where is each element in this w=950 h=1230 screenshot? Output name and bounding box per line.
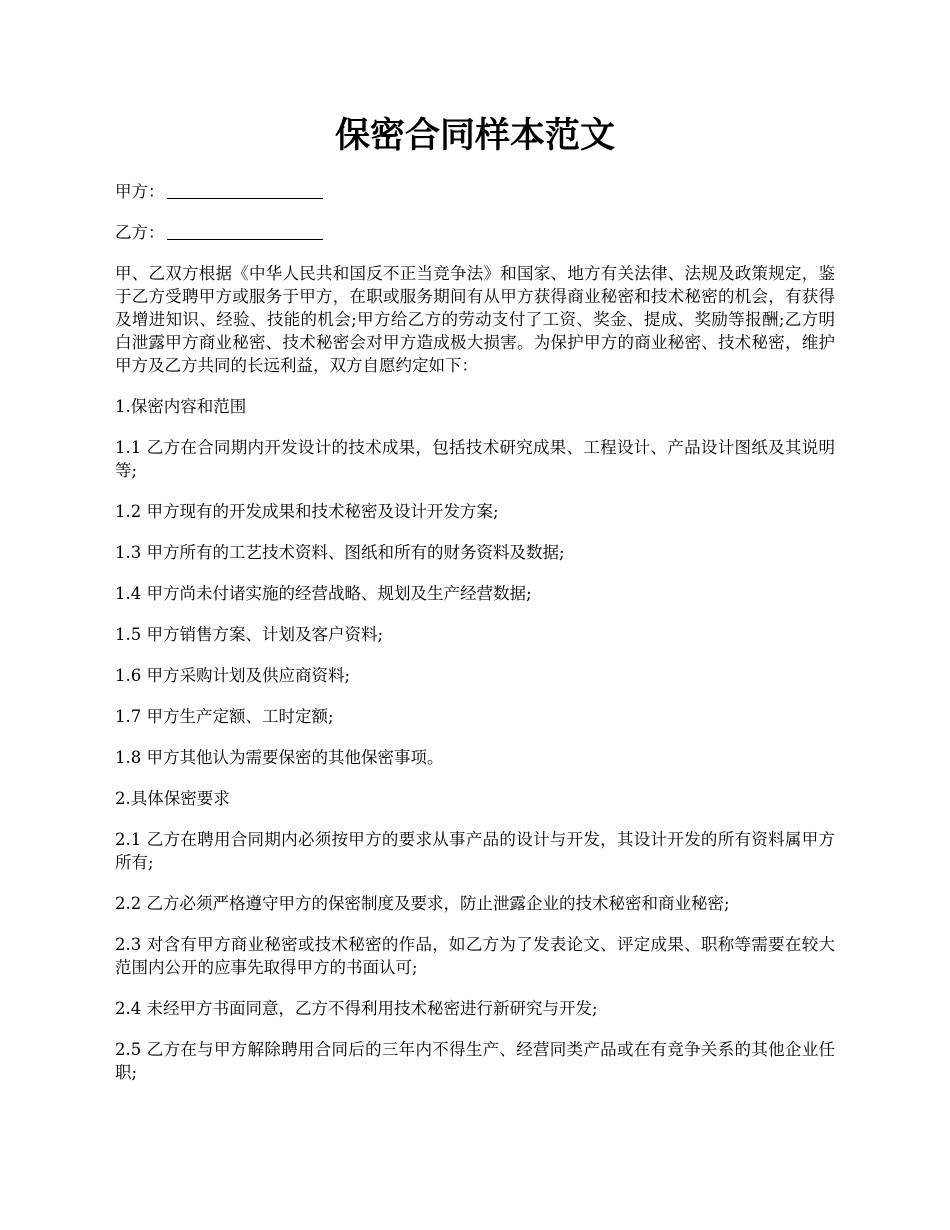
party-a-line (115, 180, 835, 203)
party-b-line (115, 221, 835, 244)
section-heading: 2.具体保密要求 (115, 789, 230, 808)
clause-paragraph: 1.4 甲方尚未付诸实施的经营战略、规划及生产经营数据; (115, 584, 532, 603)
clause-paragraph: 1.8 甲方其他认为需要保密的其他保密事项。 (115, 748, 444, 767)
party-b-label: 乙方： (115, 223, 165, 242)
party-a-blank (167, 181, 323, 199)
clause-paragraph: 2.4 未经甲方书面同意，乙方不得利用技术秘密进行新研究与开发; (115, 999, 598, 1018)
clause-paragraph: 2.3 对含有甲方商业秘密或技术秘密的作品，如乙方为了发表论文、评定成果、职称等需要在较大范围内公开的应事先取得甲方的书面认可; (115, 935, 835, 977)
clause-paragraph: 1.6 甲方采购计划及供应商资料; (115, 666, 351, 685)
party-a-label: 甲方： (115, 182, 165, 201)
clause-paragraph: 1.7 甲方生产定额、工时定额; (115, 707, 334, 726)
clause-paragraph: 1.2 甲方现有的开发成果和技术秘密及设计开发方案; (115, 502, 499, 521)
clause-paragraph: 1.1 乙方在合同期内开发设计的技术成果，包括技术研究成果、工程设计、产品设计图纸及其说明等; (115, 438, 835, 480)
preamble-paragraph: 甲、乙双方根据《中华人民共和国反不正当竞争法》和国家、地方有关法律、法规及政策规定，鉴于乙方受聘甲方或服务于甲方，在职或服务期间有从甲方获得商业秘密和技术秘密的机会，有获得及增进知识、经验、技能的机会;甲方给乙方的劳动支付了工资、奖金、提成、奖励等报酬;乙方明白泄露甲方商业秘密、技术秘密会对甲方造成极大损害。为保护甲方的商业秘密、技术秘密，维护甲方及乙方共同的长远利益，双方自愿约定如下： (115, 264, 835, 375)
clause-paragraph: 2.5 乙方在与甲方解除聘用合同后的三年内不得生产、经营同类产品或在有竞争关系的其他企业任职; (115, 1040, 835, 1082)
clause-paragraph: 2.1 乙方在聘用合同期内必须按甲方的要求从事产品的设计与开发，其设计开发的所有资料属甲方所有; (115, 830, 835, 872)
clause-paragraph: 1.5 甲方销售方案、计划及客户资料; (115, 625, 384, 644)
document-title: 保密合同样本范文 (334, 115, 615, 156)
clause-paragraph: 1.3 甲方所有的工艺技术资料、图纸和所有的财务资料及数据; (115, 543, 565, 562)
section-heading: 1.保密内容和范围 (115, 397, 247, 416)
party-b-blank (167, 222, 323, 240)
clause-paragraph: 2.2 乙方必须严格遵守甲方的保密制度及要求，防止泄露企业的技术秘密和商业秘密; (115, 894, 730, 913)
